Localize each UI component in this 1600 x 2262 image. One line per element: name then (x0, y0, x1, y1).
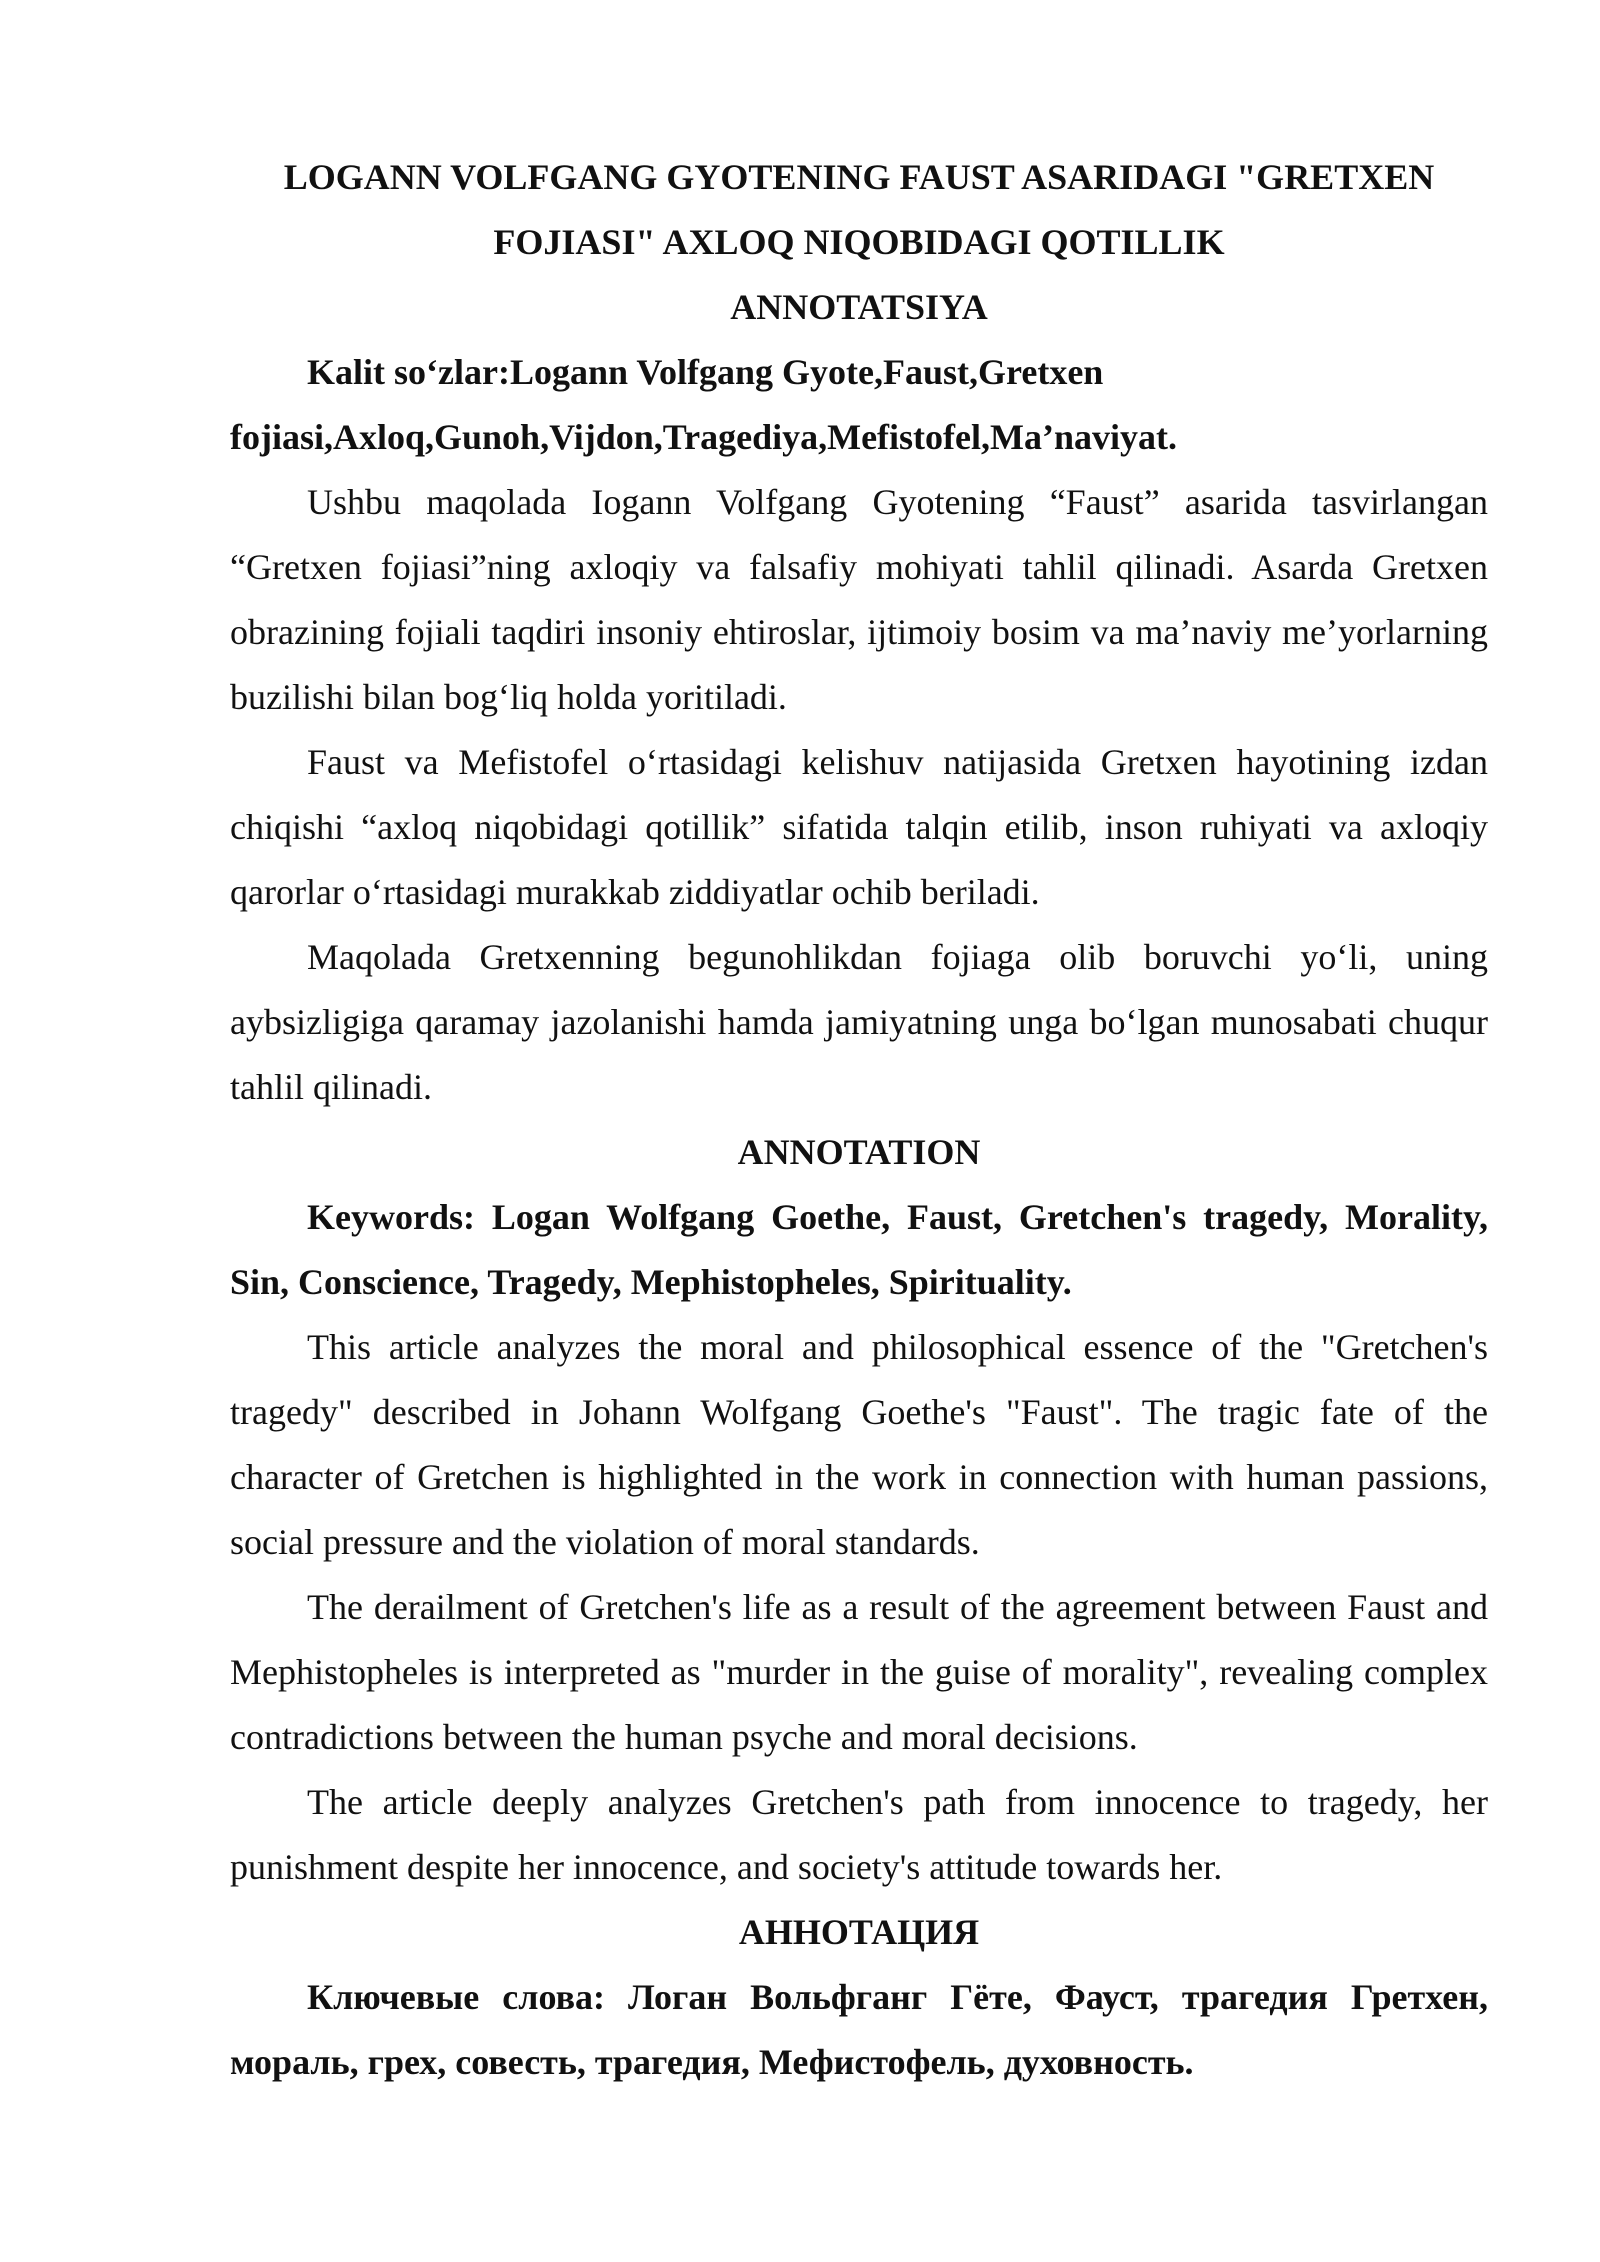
document-page (230, 145, 1488, 2095)
paragraph-en-1: This article analyzes the moral and philosophical essence of the "Gretchen's tragedy" described in Johann Wolfgang Goethe's "Faust". The tragic fate of the character of Gretchen is highlighted in the work in connection with human passions, social pressure and the violation of moral standards. (230, 1327, 1488, 1562)
section-heading-en: ANNOTATION (737, 1132, 981, 1172)
section-heading-uz: ANNOTATSIYA (730, 287, 988, 327)
section-heading-ru: АННОТАЦИЯ (738, 1912, 980, 1952)
keywords-ru: Ключевые слова: Логан Вольфганг Гёте, Фауст, трагедия Гретхен, мораль, грех, совесть, трагедия, Мефистофель, духовность. (230, 1977, 1488, 2082)
keywords-en: Keywords: Logan Wolfgang Goethe, Faust, Gretchen's tragedy, Morality, Sin, Conscience, Tragedy, Mephistopheles, Spirituality. (230, 1197, 1488, 1302)
document-title: LOGANN VOLFGANG GYOTENING FAUST ASARIDAGI "GRETXEN FOJIASI" AXLOQ NIQOBIDAGI QOTILLIK (283, 157, 1435, 262)
paragraph-uz-2: Faust va Mefistofel o‘rtasidagi kelishuv natijasida Gretxen hayotining izdan chiqishi “axloq niqobidagi qotillik” sifatida talqin etilib, inson ruhiyati va axloqiy qarorlar o‘rtasidagi murakkab ziddiyatlar ochib beriladi. (230, 742, 1488, 912)
paragraph-uz-1: Ushbu maqolada Iogann Volfgang Gyotening “Faust” asarida tasvirlangan “Gretxen fojiasi”ning axloqiy va falsafiy mohiyati tahlil qilinadi. Asarda Gretxen obrazining fojiali taqdiri insoniy ehtiroslar, ijtimoiy bosim va ma’naviy me’yorlarning buzilishi bilan bog‘liq holda yoritiladi. (230, 482, 1488, 717)
paragraph-uz-3: Maqolada Gretxenning begunohlikdan fojiaga olib boruvchi yo‘li, uning aybsizligiga qaramay jazolanishi hamda jamiyatning unga bo‘lgan munosabati chuqur tahlil qilinadi. (230, 937, 1488, 1107)
keywords-uz: Kalit so‘zlar:Logann Volfgang Gyote,Faust,Gretxen fojiasi,Axloq,Gunoh,Vijdon,Tragediya,Mefistofel,Ma’naviyat. (230, 352, 1177, 457)
paragraph-en-2: The derailment of Gretchen's life as a result of the agreement between Faust and Mephistopheles is interpreted as "murder in the guise of morality", revealing complex contradictions between the human psyche and moral decisions. (230, 1587, 1488, 1757)
paragraph-en-3: The article deeply analyzes Gretchen's path from innocence to tragedy, her punishment despite her innocence, and society's attitude towards her. (230, 1782, 1488, 1887)
